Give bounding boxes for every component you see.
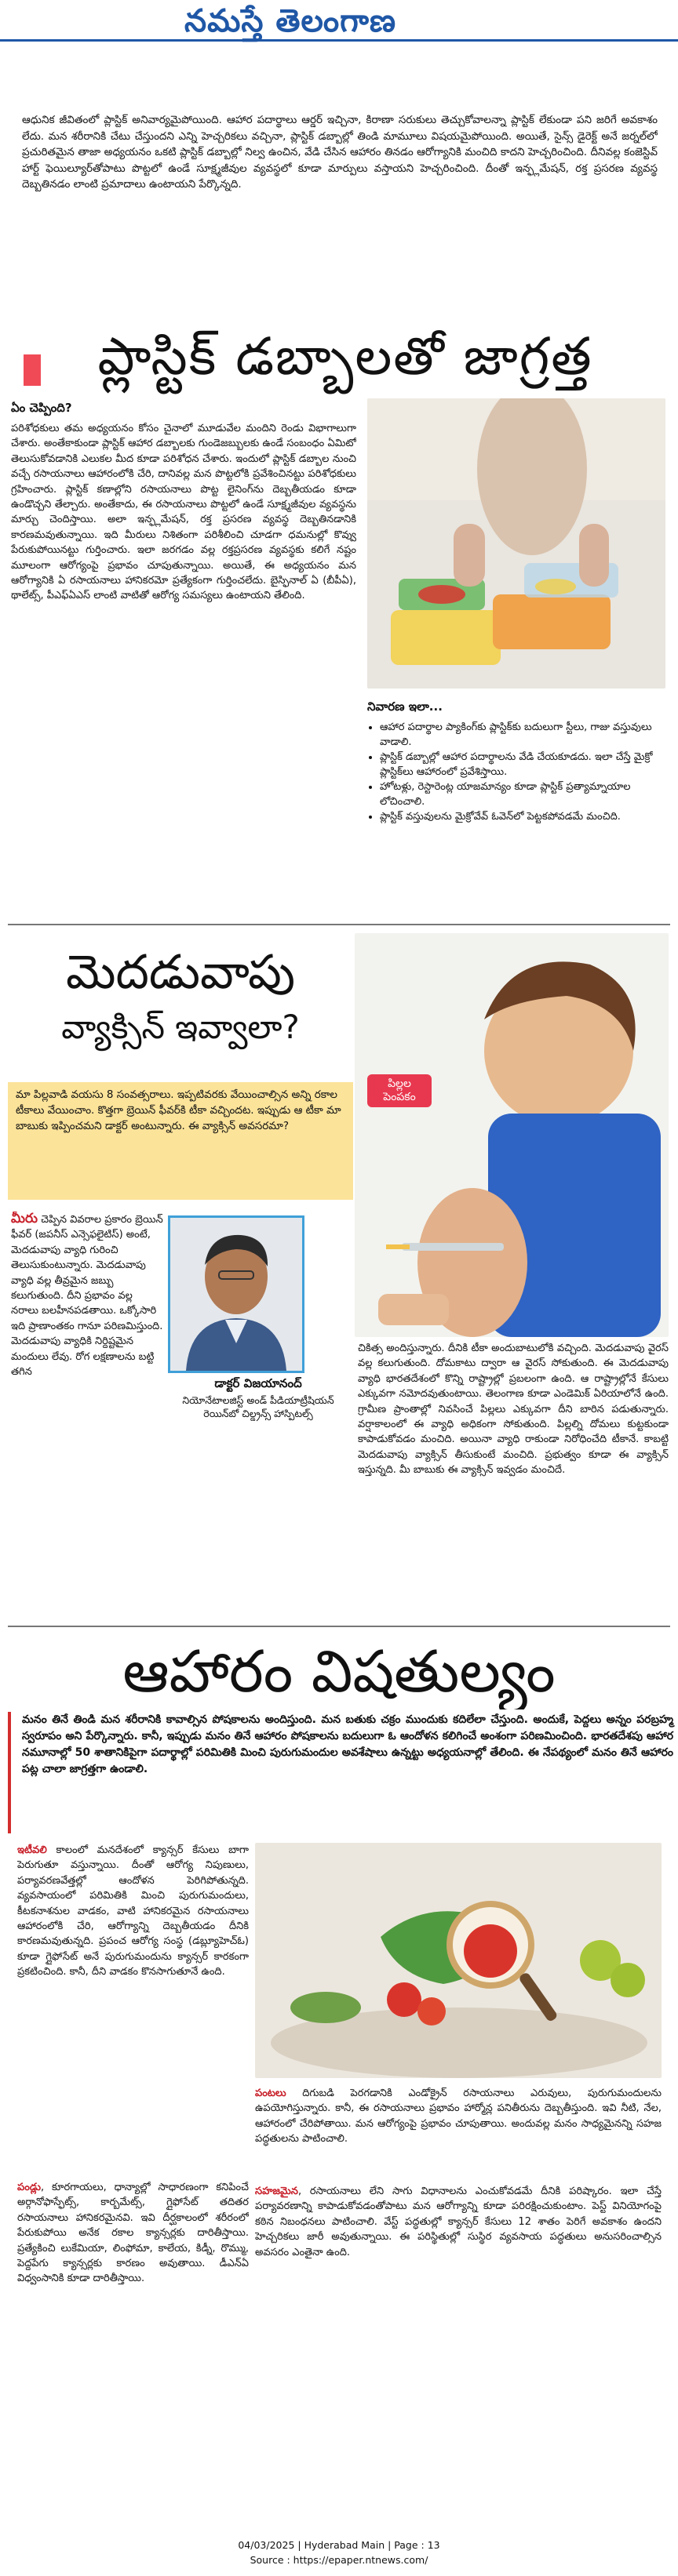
article1-body: పరిశోధకులు తమ అధ్యయనం కోసం చైనాలో మూడువేల మందిని రెండు విభాగాలుగా చేశారు. అంతేకాకుండా ప్లాస్టిక్ ఆహార డబ్బాలకు గుండెజబ్బులకు ఉండే సంబంధం ఏమిటో తెలుసుకోవడానికి ఎలుకల మీద కూడా పరిశోధన చేశారు. ఇందులో ప్లాస్టిక్ డబ్బాల నుంచి వచ్చే రసాయనాలు ఆహారంలోకి చేరి, దానివల్ల మన పొట్టలోకి ప్రవేశించినట్టు పరిశోధకులు గ్రహించారు. ప్లాస్టిక్ కణాల్లోని రసాయనాలు పొట్ట లైనింగ్‌ను దెబ్బతీయడం కూడా ఉండొచ్చని తేల్చారు. అంతేకాదు, ఈ రసాయనాలు పొట్టలో ఉండే సూక్ష్మజీవుల వ్యవస్థను మార్చు చెందిస్తాయి. అలా ఇన్ఫ్లమేషన్, రక్త ప్రసరణ వ్యవస్థ దెబ్బతినడానికి కారణమవుతున్నాయి. ఇది మీరులు నిశితంగా పరిశీలించి చూడగా ధమనుల్లో కొవ్వు పేరుకుపోయినట్టు గుర్తించారు. ఇలా జరగడం వల్ల రక్తప్రసరణ వ్యవస్థకు కలిగే నష్టం మూలంగా ఆరోగ్యంపై ప్రభావం చూపుతున్నాయి. అయితే, ఈ అధ్యయనం మన ఆరోగ్యానికి ఏ రసాయనాలు హానికరమో ప్రత్యేకంగా గుర్తించలేదు. బైస్ఫినాల్ ఏ (బీపీఏ), థాలేట్స్, పీఎఫ్ఏఎస్ లాంటి వాటితో ఆరోగ్య సమస్యలు ఉంటాయని తేలింది. [11,423,356,602]
remedies-title: నివారణ ఇలా... [367,699,443,714]
article1-intro: ఆధునిక జీవితంలో ప్లాస్టిక్ అనివార్యమైపోయింది. ఆహార పదార్థాలు ఆర్డర్ ఇచ్చినా, కిరాణా సరుకులు తెచ్చుకోవాలన్నా ప్లాస్టిక్ లేకుండా పని జరిగే అవకాశం లేదు. మన శరీరానికి చేటు చేస్తుందని ఎన్ని హెచ్చరికలు వచ్చినా, ప్లాస్టిక్ డబ్బాల్లో తిండి మామూలు విషయమైపోయింది. అయితే, సైన్స్ డైరెక్ట్ అనే జర్నల్‌లో ప్రచురితమైన తాజా అధ్యయనం ఒకటి ప్లాస్టిక్ డబ్బాల్లో నిల్వ ఉంచిన, వేడి చేసిన ఆహారం తినడం ఆరోగ్యానికి మంచిది కాదని హెచ్చరించింది. దీనివల్ల కంజెస్టివ్ హార్ట్ ఫెయిల్యూర్‌తోపాటు పొట్టలో ఉండే సూక్ష్మజీవుల వ్యవస్థలో కూడా మార్పులు వస్తాయని హెచ్చరించింది. దీంతో ఇన్ఫ్లమేషన్, రక్త ప్రసరణ వ్యవస్థ దెబ్బతినడం లాంటి ప్రమాదాలు ఉంటాయని పేర్కొన్నది. [22,114,658,191]
p2-text: , కూరగాయలు, ధాన్యాల్లో సాధారణంగా కనిపించే అర్గానోఫాస్ఫేట్స్, కార్బమేట్స్, గ్లైఫోసేట్ తదితర రసాయనాలు హానికరమైనవి. ఇవి దీర్ఘకాలంలో శరీరంలో పేరుకుపోయి అనేక రకాల క్యాన్సర్లకు దారితీస్తాయి. ప్రత్యేకించి లుకేమియా, లింఫోమా, కాలేయ, కిడ్నీ, రొమ్ము, పెద్దపేగు క్యాన్సర్లకు కారణం అవుతాయి. డీఎన్ఏ విధ్వంసానికి కూడా దారితీస్తాయి. [17,2182,249,2285]
section-divider [8,924,670,925]
remedy-item: • ప్లాస్టిక్ వస్తువులను మైక్రోవేవ్ ఓవెన్‌లో పెట్టకపోవడమే మంచిది. [380,809,665,824]
doctor-hospital: రెయిన్‌బో చిల్డ్రన్స్ హాస్పిటల్స్ [203,1408,313,1419]
article1-subhead: ఏం చెప్పింది? [11,401,72,415]
article3-intro: మనం తినే తిండి మన శరీరానికి కావాల్సిన పోషకాలను అందిస్తుంది. మన బతుకు చక్రం ముందుకు కదిలేలా చేస్తుంది. అందుకే, పెద్దలు అన్నం పరబ్రహ్మ స్వరూపం అని పేర్కొన్నారు. కానీ, ఇప్పుడు మనం తినే ఆహారం పోషకాలను బదులుగా ఓ ఆందోళన కలిగించే అంశంగా పరిణమించింది. భారతదేశపు ఆహార నమూనాల్లో 50 శాతానికిపైగా పదార్థాల్లో పరిమితికి మించి పురుగుమందుల అవశేషాలు ఉన్నట్టు అధ్యయనాల్లో తేలింది. ఈ నేపథ్యంలో మనం తినే ఆహారం పట్ల చాలా జాగ్రత్తగా ఉండాలి. [22,1713,673,1775]
reader-question: మా పిల్లవాడి వయసు 8 సంవత్సరాలు. ఇప్పటివరకు వేయించాల్సిన అన్ని రకాల టీకాలు వేయించాం. కొత్తగా బ్రెయిన్ ఫీవర్‌కి టీకా వచ్చిందట. ఇప్పుడు ఆ టీకా మా బాబుకు ఇప్పించమని డాక్టర్ అంటున్నారు. ఈ వ్యాక్సిన్ అవసరమా? [16,1088,341,1132]
p1-lead-word: ఇటీవలి [17,1844,47,1856]
footer-date-line: 04/03/2025 | Hyderabad Main | Page : 13 [238,2539,440,2551]
article1-headline: ప్లాస్టిక్ డబ్బాలతో జాగ్రత్త [97,326,593,387]
article3-intro-box [8,1712,673,1833]
masthead [0,0,678,39]
p4-text: , రసాయనాలు లేని సాగు విధానాలను ఎంచుకోవడమే దీనికి పరిష్కారం. ఇలా చేస్తే పర్యావరణాన్ని కాపాడుకోవడంతోపాటు మన ఆరోగ్యాన్ని కూడా పరిరక్షించుకుంటాం. పెస్ట్ వినియోగంపై కఠిన నిబంధనలు పాటించాలి. వేస్ట్ పద్ధతుల్లో క్యాన్సర్ కేసులు 12 శాతం పెరిగే అవకాశం ఉందని హెచ్చరికలు జారీ అవుతున్నాయి. ఈ పరిస్థితుల్లో సుస్థిర వ్యవసాయ పద్ధతులు అనుసరించాల్సిన అవసరం ఎంతైనా ఉంది. [255,2185,662,2258]
remedies-box [367,695,665,930]
answer-left-text: చెప్పిన వివరాల ప్రకారం బ్రెయిన్ ఫీవర్ (జపనీస్ ఎన్సెఫలైటిస్) అంటే, మెదడువాపు వ్యాధి గురించి తెలుసుకుంటున్నారు. మెదడువాపు వ్యాధి వల్ల తీవ్రమైన జబ్బు కలుగుతుంది. దీని ప్రభావం వల్ల నరాలు బలహీనపడతాయి. ఒక్కోసారి ఇది ప్రాణాంతకం గానూ పరిణమిస్తుంది. మెదడువాపు వ్యాధికి నిర్దిష్టమైన మందులు లేవు. రోగ లక్షణాలను బట్టి తగిన [11,1214,163,1379]
article3-right-col-2 [255,2184,662,2498]
answer-right-column [358,1341,669,1608]
answer-lead-word: మీరు [11,1212,38,1226]
question-box [8,1082,353,1200]
doctor-photo [168,1215,304,1373]
food-containers-photo [367,398,665,689]
answer-right-text: చికిత్స అందిస్తున్నారు. దీనికి టీకా అందుబాటులోకి వచ్చింది. మెదడువాపు వైరస్ వల్ల కలుగుతుంది. దోమకాటు ద్వారా ఆ వైరస్ సోకుతుంది. ఈ మెదడువాపు వ్యాధి భారతదేశంలో కొన్ని రాష్ట్రాల్లో ప్రబలంగా ఉంది. ఆ రాష్ట్రాల్లోనే కేసులు ఎక్కువగా నమోదవుతుంటాయి. తెలంగాణ కూడా ఎండెమిక్ ఏరియాలోనే ఉంది. గ్రామీణ ప్రాంతాల్లో నివసించే పిల్లలు ఎక్కువగా దీని బారిన పడుతున్నారు. వర్షాకాలంలో ఈ వ్యాధి అధికంగా సోకుతుంది. పిల్లల్ని దోమలు కుట్టకుండా కాపాడుకోవడం మంచిది. అయినా వ్యాధి రాకుండా నిరోధించేది టీకానే. కాబట్టి మెదడువాపు వ్యాక్సిన్ తీసుకుంటే మంచిది. ప్రభుత్వం కూడా ఈ వ్యాక్సిన్ ఇస్తున్నది. మీ బాబుకు ఈ వ్యాక్సిన్ ఇవ్వడం మంచిదే. [358,1342,669,1477]
vegetables-magnifier-photo [255,1843,662,2078]
parenting-badge: పిల్లల పెంపకం [367,1074,432,1107]
doctor-name: డాక్టర్ విజయానంద్ [214,1376,302,1390]
section-divider [8,1626,670,1627]
newspaper-title: నమస్తే తెలంగాణ [184,3,397,39]
article3-right-col-1 [255,2086,662,2168]
article2-headline-line1: మెదడువాపు [66,945,295,1000]
footer-source-line: Source : https://epaper.ntnews.com/ [250,2554,428,2566]
remedy-item: • ఆహార పదార్థాల ప్యాకింగ్‌కు ప్లాస్టిక్‌కు బదులుగా స్టీలు, గాజు వస్తువులు వాడాలి. [380,720,665,750]
article3-left-col-2 [17,2180,249,2509]
remedies-list [367,720,665,824]
masthead-rule [0,39,678,42]
article3-headline: ఆహారం విషతుల్యం [122,1638,556,1706]
doctor-credit [168,1376,348,1439]
doctor-title: నియోనేటాలజిస్ట్ అండ్ పీడియాట్రీషియన్ [182,1394,334,1406]
article1-body-column [11,396,356,1000]
remedy-item: • హోటళ్లు, రెస్టారెంట్ల యాజమాన్యం కూడా ప్లాస్టిక్ ప్రత్యామ్నాయాల లోచించాలి. [380,779,665,809]
answer-left-column [11,1212,163,1619]
article2-headline-box [8,941,353,1082]
article2-headline-line2: వ్యాక్సిన్ ఇవ్వాలా? [61,1008,300,1046]
child-vaccination-photo [355,933,669,1337]
article1-intro-box [22,112,658,300]
p3-text: దిగుబడి పెరగడానికి ఎండోక్రైన్ రసాయనాలు ఎరువులు, పురుగుమందులను ఉపయోగిస్తున్నారు. కానీ, ఈ రసాయనాలు ప్రభావం హార్మోన్ల పనితీరును దెబ్బతీస్తుంది. ఇవి నీటి, నేల, ఆహారంలో చేరిపోతాయి. మన ఆరోగ్యంపై ప్రభావం చూపుతాయి. అందువల్ల మనం సాధ్యమైనన్ని సహజ పద్ధతులను పాటించాలి. [255,2087,662,2145]
headline-accent-bar [24,354,41,386]
article3-left-col-1 [17,1843,249,2180]
remedy-item: • ప్లాస్టిక్ డబ్బాల్లో ఆహార పదార్థాలను వేడి చేయకూడదు. ఇలా చేస్తే మైక్రో ప్లాస్టిక్‌లు ఆహారంలో ప్రవేశిస్తాయి. [380,750,665,779]
p1-text: కాలంలో మనదేశంలో క్యాన్సర్ కేసులు బాగా పెరుగుతూ వస్తున్నాయి. దీంతో ఆరోగ్య నిపుణులు, పర్యావరణవేత్తల్లో ఆందోళన పెరిగిపోతున్నది. వ్యవసాయంలో పరిమితికి మించి పురుగుమందులు, కీటకనాశనుల వాడకం, వాటి హానికరమైన రసాయనాలు ఆహారంలోకి చేరి, ఆరోగ్యాన్ని దెబ్బతీయడం దీనికి కారణమవుతున్నది. ప్రపంచ ఆరోగ్య సంస్థ (డబ్ల్యూహెచ్ఓ) కూడా గ్లైఫోసేట్ అనే పురుగుమందును క్యాన్సర్ కారకంగా ప్రకటించింది. కానీ, దీని వాడకం కొనసాగుతూనే ఉంది. [17,1844,249,1978]
p3-lead-word: పంటలు [255,2087,286,2099]
p2-lead-word: పండ్లు [17,2182,41,2193]
p4-lead-word: సహజమైన [255,2185,298,2197]
